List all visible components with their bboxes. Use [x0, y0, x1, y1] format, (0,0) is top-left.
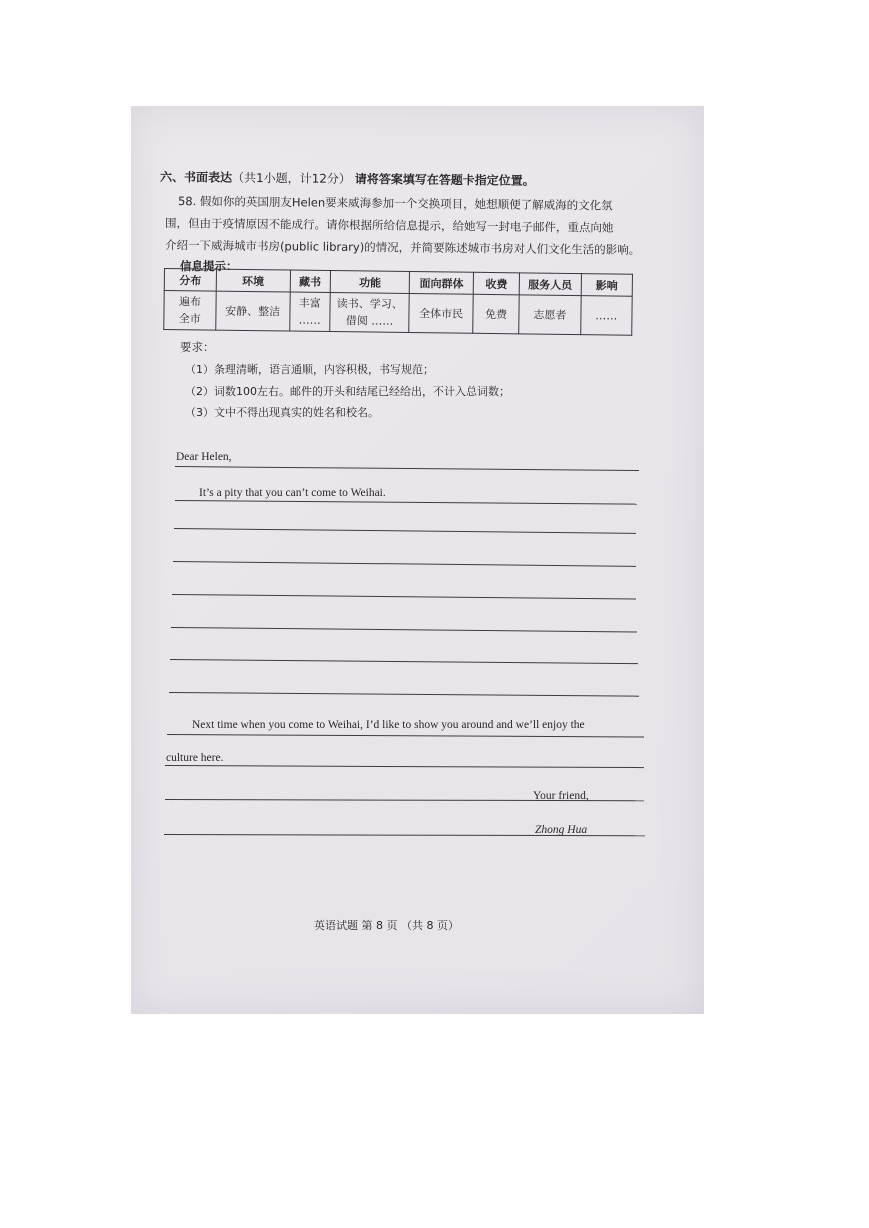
requirement-item: （1）条理清晰，语言通顺，内容积极，书写规范； [185, 363, 434, 376]
cell-line: 全市 [178, 312, 201, 326]
requirement-item: （2）词数100左右。邮件的开头和结尾已经给出，不计入总词数； [185, 385, 510, 398]
cell-line: …… [298, 313, 321, 327]
table-cell [164, 291, 216, 331]
cell-line: 免费 [484, 307, 508, 321]
header-cell: 影响 [581, 274, 633, 297]
requirements-title: 要求： [180, 340, 215, 354]
cell-line: 丰富 [298, 296, 321, 310]
section-title-score: （共1小题，计12分） [231, 170, 351, 186]
table-cell [473, 294, 520, 334]
page-footer: 英语试题 第 8 页 （共 8 页） [314, 919, 459, 932]
cell-line: 志愿者 [533, 308, 567, 322]
cell-line: …… [595, 308, 618, 323]
info-hint-label: 信息提示： [180, 259, 238, 273]
letter-closing-line-1: Next time when you come to Weihai, I’d like to show you around and we’ll enjoy the [192, 719, 585, 731]
letter-greeting: Dear Helen, [176, 451, 232, 463]
table-cell [519, 295, 581, 335]
prompt-line-3: 介绍一下威海城市书房(public library)的情况，并简要陈述城市书房对人们文化生活的影响。 [164, 238, 641, 257]
header-cell: 分布 [164, 269, 216, 292]
cell-line: 安静、整洁 [225, 304, 281, 318]
section-title-instruction: 请将答案填写在答题卡指定位置。 [354, 172, 535, 188]
info-table-row [164, 291, 632, 336]
prompt-line-1: 58. 假如你的英国朋友Helen要来威海参加一个交换项目，她想顺便了解威海的文化氛 [177, 194, 613, 213]
header-cell: 面向群体 [410, 272, 474, 295]
header-cell: 服务人员 [519, 273, 581, 296]
table-cell [580, 296, 632, 336]
letter-signoff: Your friend, [533, 790, 589, 802]
letter-name: Zhong Hua [535, 824, 588, 836]
table-cell [409, 294, 473, 334]
cell-line: 遍布 [178, 295, 202, 309]
table-cell [289, 292, 330, 331]
section-title-prefix: 六、书面表达 [159, 170, 233, 185]
table-cell [216, 291, 290, 331]
cell-line: 读书、学习、 [336, 297, 403, 311]
info-table [163, 268, 633, 336]
prompt-line-2: 围，但由于疫情原因不能成行。请你根据所给信息提示，给她写一封电子邮件，重点向她 [164, 216, 614, 235]
letter-opening: It’s a pity that you can’t come to Weihai. [199, 487, 386, 499]
header-cell: 收费 [473, 272, 519, 295]
cell-line: 全体市民 [419, 306, 464, 321]
letter-closing-line-2: culture here. [166, 752, 224, 764]
table-cell [330, 293, 410, 333]
header-cell: 藏书 [290, 270, 331, 292]
cell-line: 借阅 …… [345, 314, 394, 328]
header-cell: 功能 [330, 271, 410, 294]
requirement-item: （3）文中不得出现真实的姓名和校名。 [185, 406, 379, 419]
header-cell: 环境 [216, 269, 290, 292]
